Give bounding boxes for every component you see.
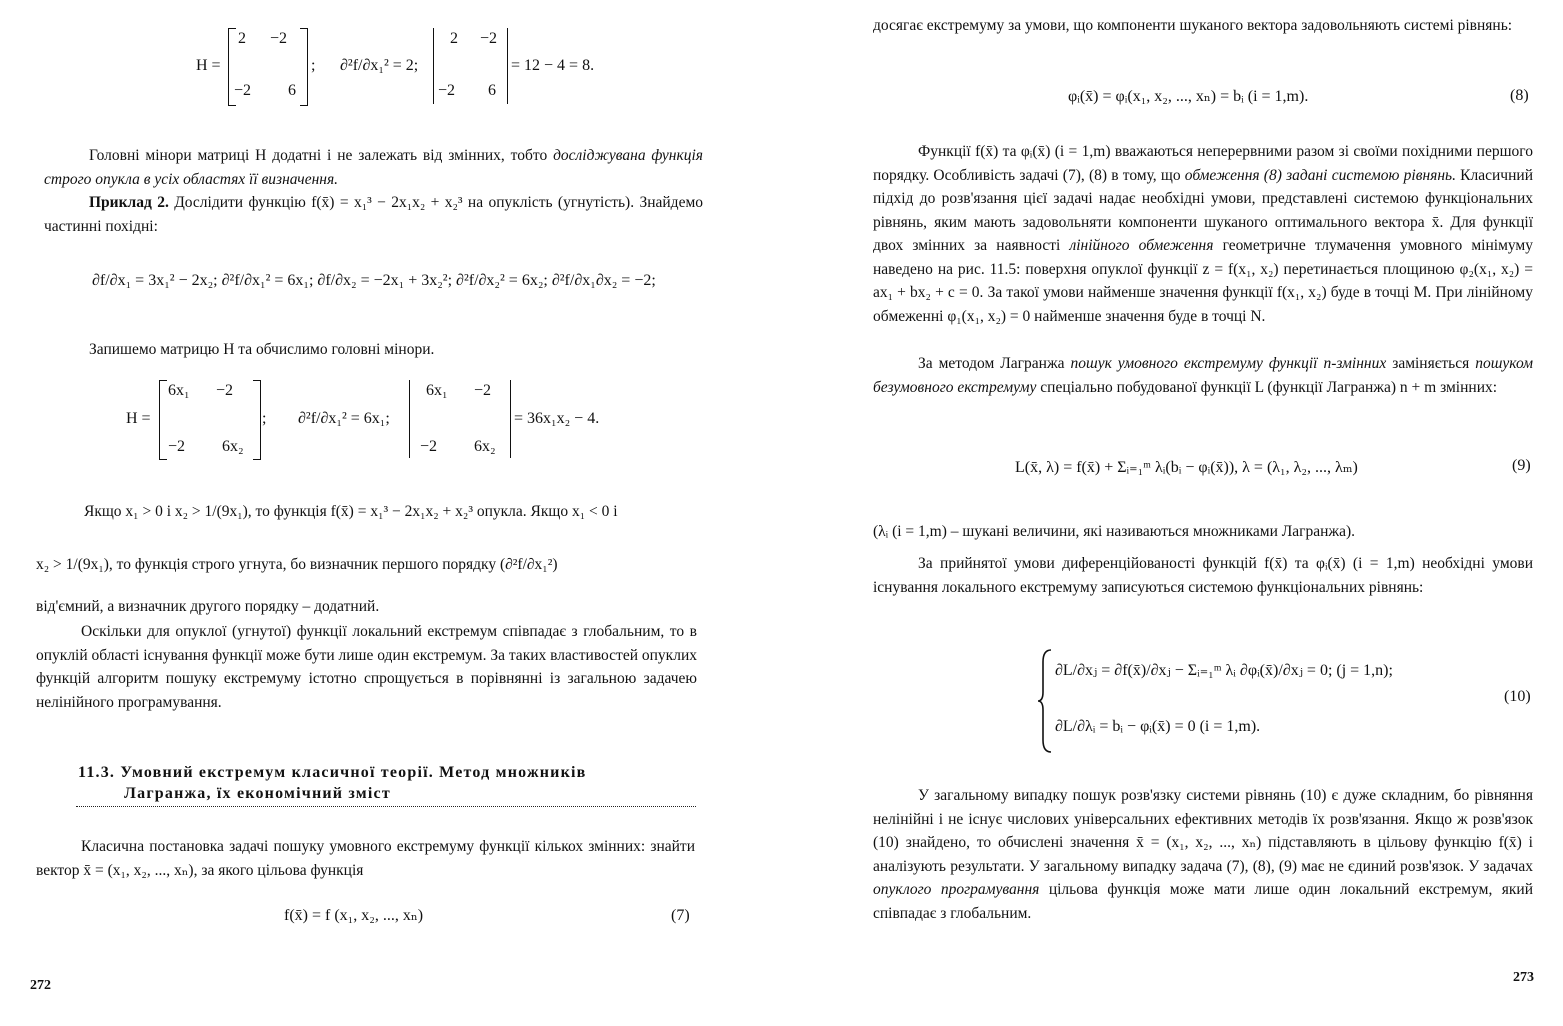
det-cell: 6x₂	[474, 438, 496, 455]
italic-text: лінійного обмеження	[1069, 237, 1214, 254]
equation-number-7: (7)	[671, 907, 690, 924]
italic-text: пошук умовного екстремуму функції n-змінних	[1070, 355, 1387, 372]
right-page	[781, 0, 1563, 1026]
matrix-label: H =	[196, 57, 221, 74]
paragraph-convex-line2: x₂ > 1/(9x₁), то функція строго угнута, бо визначник першого порядку (∂²f/∂x₁²)	[36, 556, 558, 573]
matrix-cell: −2	[168, 438, 186, 455]
paragraph-convex-line1: Якщо x₁ > 0 і x₂ > 1/(9x₁), то функція f(x̄) = x₁³ − 2x₁x₂ + x₂³ опукла. Якщо x₁ < 0 і	[84, 503, 618, 520]
text: геометричне тлумачення умовного мінімуму наведено на рис. 11.5: поверхня опуклої функції z = f(x₁, x₂) перетинається площиною φ₂(x₁, x₂) = ax₁ + bx₂ + c = 0. За такої умови найменше значення функції f(x₁, x₂) буде в точці M. При лінійному обмеженні φ₁(x₁, x₂) = 0 найменше значення буде в точці N.	[873, 237, 1533, 325]
paragraph-write-matrix: Запишемо матрицю H та обчислимо головні мінори.	[89, 341, 435, 358]
det-cell: 6	[488, 82, 496, 99]
det-cell: −2	[480, 30, 498, 47]
paragraph-differentiability: За прийнятої умови диференційованості функцій f(x̄) та φᵢ(x̄) (i = 1,m) необхідні умови існування локального екстремуму записуються системою функціональних рівнянь:	[873, 555, 1533, 596]
text: У загальному випадку пошук розв'язку системи рівнянь (10) є дуже складним, бо рівняння нелінійні і не існує числових універсальних ефективних методів їх розв'язання. Якщо ж розв'язок (10) знайдено, то обчислені значення x̄ = (x₁, x₂, ..., xₙ) підставляють в цільову функцію f(x̄) і аналізують результати. У загальному випадку задача (7), (8), (9) має не єдиний розв'язок. У задачах	[873, 787, 1533, 875]
formula-9: L(x̄, λ) = f(x̄) + Σᵢ₌₁ᵐ λᵢ(bᵢ − φᵢ(x̄)), λ = (λ₁, λ₂, ..., λₘ)	[1015, 459, 1358, 476]
det-result: = 12 − 4 = 8.	[511, 57, 595, 74]
text: За методом Лагранжа	[918, 355, 1071, 372]
paragraph-lagrange	[873, 352, 1533, 399]
matrix-bracket-right	[253, 380, 261, 460]
matrix-cell: 6x₂	[222, 438, 244, 455]
italic-text: досліджувана функція строго опукла в усіх областях її визначення.	[44, 147, 704, 188]
equation-number-8: (8)	[1510, 87, 1529, 104]
second-derivative: ∂²f/∂x₁² = 2;	[340, 57, 419, 74]
det-cell: −2	[420, 438, 438, 455]
example-label: Приклад 2.	[89, 194, 169, 211]
text: Головні мінори матриці H додатні і не залежать від змінних, тобто	[89, 147, 554, 164]
formula-partials: ∂f/∂x₁ = 3x₁² − 2x₂; ∂²f/∂x₁² = 6x₁; ∂f/∂x₂ = −2x₁ + 3x₂²; ∂²f/∂x₂² = 6x₂; ∂²f/∂x₁∂x₂ = −2;	[92, 272, 656, 289]
section-title-line2: Лагранжа, їх економічний зміст	[124, 785, 391, 802]
det-cell: −2	[438, 82, 456, 99]
det-cell: 6x₁	[426, 382, 448, 399]
matrix-cell: 2	[238, 30, 246, 47]
second-derivative: ∂²f/∂x₁² = 6x₁;	[298, 410, 390, 427]
text: Класичний підхід до розв'язання цієї задачі надає необхідні умови, представлені системою функціональних рівнянь, яким мають задовольняти компоненти шуканого оптимального вектора x̄. Для функції двох змінних за наявності	[873, 166, 1533, 254]
paragraph-general	[873, 784, 1533, 925]
separator: ;	[311, 57, 316, 74]
det-cell: 2	[450, 30, 458, 47]
page-number-right: 273	[1513, 970, 1534, 985]
formula-7: f(x̄) = f (x₁, x₂, ..., xₙ)	[284, 907, 424, 924]
formula-8: φᵢ(x̄) = φᵢ(x₁, x₂, ..., xₙ) = bᵢ (i = 1,m).	[1068, 88, 1309, 105]
det-bar-left	[409, 380, 410, 458]
matrix-bracket-left	[159, 380, 167, 460]
det-bar-right	[507, 28, 508, 104]
section-title-line1: 11.3. Умовний екстремум класичної теорії. Метод множників	[78, 764, 587, 781]
det-cell: −2	[474, 382, 492, 399]
matrix-cell: −2	[270, 30, 288, 47]
formula-10-line2: ∂L/∂λᵢ = bᵢ − φᵢ(x̄) = 0 (i = 1,m).	[1055, 718, 1261, 735]
text: цільова функція може мати лише один локальний екстремум, який співпадає з глобальним.	[873, 881, 1533, 922]
equation-number-10: (10)	[1504, 688, 1531, 705]
paragraph-convex-line3: від'ємний, а визначник другого порядку – додатний.	[36, 598, 380, 615]
equation-number-9: (9)	[1512, 457, 1531, 474]
paragraph-functions	[873, 140, 1533, 328]
text: заміняється	[1386, 355, 1476, 372]
left-page	[0, 0, 781, 1026]
paragraph-top: досягає екстремуму за умови, що компоненти шуканого вектора задовольняють системі рівнянь:	[873, 17, 1513, 34]
matrix-bracket-right	[300, 28, 308, 106]
section-underline	[76, 806, 696, 807]
paragraph-minors	[44, 144, 703, 191]
matrix-label: H =	[126, 410, 151, 427]
italic-text: обмеження (8) задані системою рівнянь.	[1184, 166, 1456, 184]
det-bar-left	[433, 28, 434, 104]
italic-text: опуклого програмування	[873, 881, 1040, 898]
separator: ;	[262, 410, 267, 427]
paragraph-classic: Класична постановка задачі пошуку умовного екстремуму функції кількох змінних: знайти вектор x̄ = (x₁, x₂, ..., xₙ), за якого цільова функція	[36, 838, 695, 879]
matrix-cell: −2	[216, 382, 234, 399]
text: Дослідити функцію f(x̄) = x₁³ − 2x₁x₂ + x₂³ на опуклість (угнутість). Знайдемо частинні похідні:	[44, 194, 704, 235]
paragraph-example-2	[44, 191, 703, 238]
matrix-cell: 6x₁	[168, 382, 190, 399]
det-result: = 36x₁x₂ − 4.	[514, 410, 600, 427]
text: спеціально побудованої функції L (функції Лагранжа) n + m змінних:	[1036, 378, 1498, 396]
matrix-cell: −2	[234, 82, 252, 99]
paragraph-local-extremum: Оскільки для опуклої (угнутої) функції локальний екстремум співпадає з глобальним, то в опуклій області існування функції може бути лише один екстремум. За таких властивостей опуклих функцій алгоритм пошуку екстремуму істотно спрощується в порівнянні із загальною задачею нелінійного програмування.	[36, 623, 697, 711]
paragraph-lambda: (λᵢ (i = 1,m) – шукані величини, які називаються множниками Лагранжа).	[873, 523, 1356, 540]
italic-text: пошуком безумовного екстремуму	[873, 355, 1533, 396]
det-bar-right	[510, 380, 511, 458]
text: Функції f(x̄) та φᵢ(x̄) (i = 1,m) вважаються неперервними разом зі своїми похідними першого порядку. Особливість задачі (7), (8) в тому, що	[873, 143, 1533, 184]
page-number-left: 272	[30, 978, 51, 993]
matrix-cell: 6	[288, 82, 296, 99]
system-brace	[1037, 648, 1053, 754]
formula-10-line1: ∂L/∂xⱼ = ∂f(x̄)/∂xⱼ − Σᵢ₌₁ᵐ λᵢ ∂φᵢ(x̄)/∂xⱼ = 0; (j = 1,n);	[1055, 662, 1393, 679]
